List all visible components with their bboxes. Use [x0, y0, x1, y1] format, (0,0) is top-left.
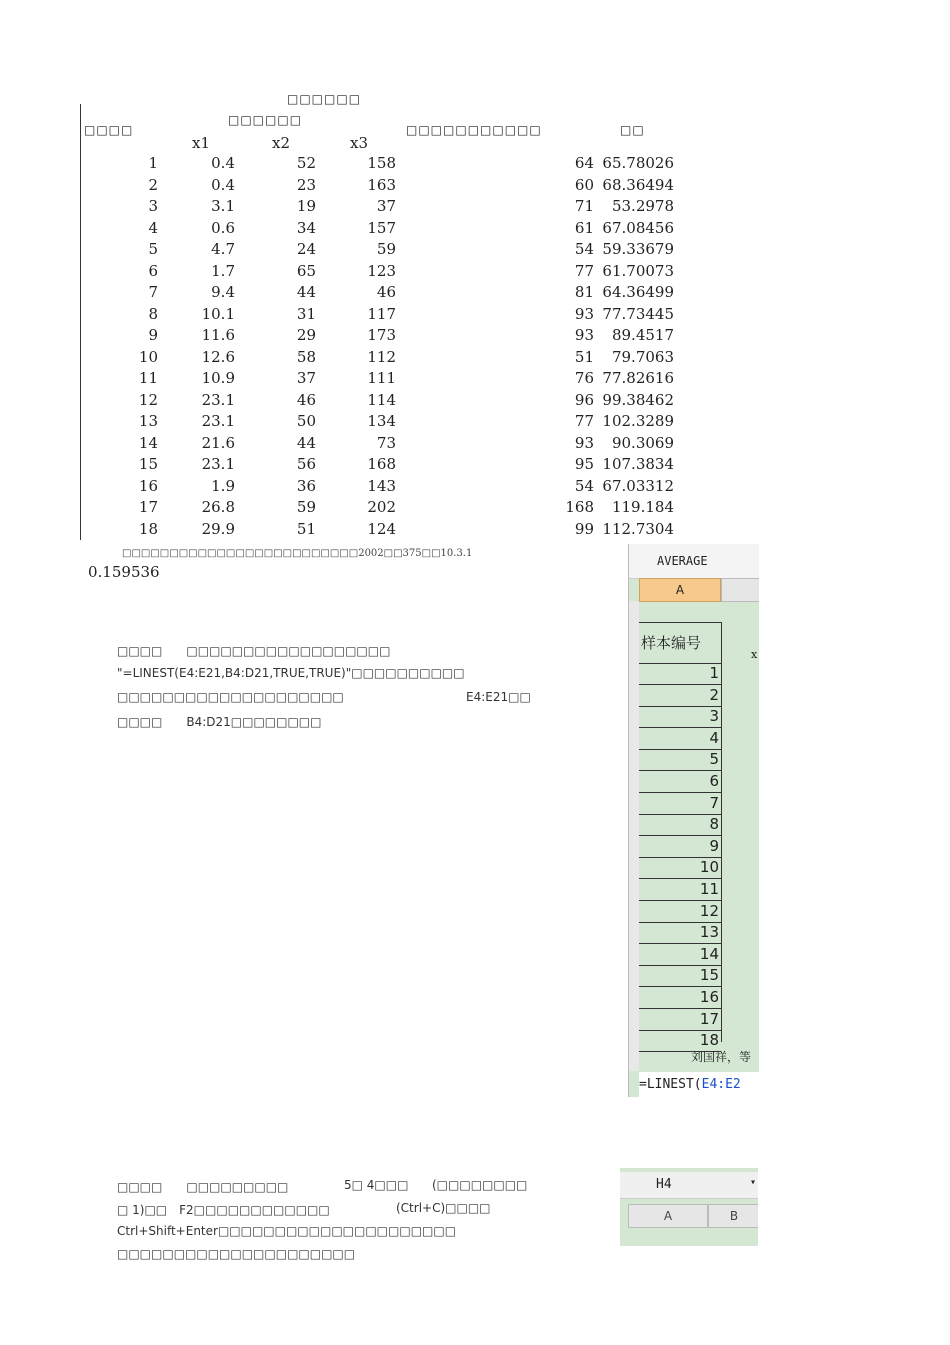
table-cell-x2: 44 — [296, 283, 316, 301]
column-header-a-2[interactable]: A — [628, 1204, 708, 1228]
excel-row-cell[interactable] — [639, 987, 721, 1009]
table-cell-n: 16 — [138, 476, 158, 495]
table-top-header: □□□□□□ — [287, 92, 362, 106]
table-cell-y: 61 — [574, 218, 594, 237]
row-header-strip — [629, 601, 639, 1071]
table-cell-fit: 67.08456 — [602, 218, 674, 237]
table-cell-y: 64 — [574, 154, 594, 172]
excel-row-cell[interactable] — [639, 793, 721, 815]
table-cell-n: 9 — [148, 326, 158, 344]
table-cell-x2: 65 — [296, 261, 316, 280]
table-cell-fit: 77.73445 — [602, 304, 674, 323]
table-cell-n: 8 — [148, 304, 158, 323]
excel-row-number: 3 — [709, 707, 719, 726]
excel-row-number: 9 — [709, 836, 719, 855]
table-cell-fit: 112.7304 — [602, 519, 674, 538]
table-left-border — [80, 104, 81, 540]
table-cell-x3: 143 — [367, 476, 396, 495]
excel-screenshot-2 — [620, 1168, 758, 1246]
table-cell-fit: 59.33679 — [602, 240, 674, 258]
table-cell-x3: 123 — [367, 261, 396, 280]
table-cell-x2: 52 — [296, 154, 316, 172]
table-cell-x3: 114 — [367, 390, 396, 409]
excel-row-number: 4 — [709, 728, 719, 747]
excel-row-number: 5 — [709, 750, 719, 769]
excel-row-number: 12 — [699, 901, 719, 920]
table-cell-n: 5 — [148, 240, 158, 258]
table-cell-x1: 11.6 — [201, 326, 235, 344]
table-cell-n: 11 — [138, 369, 158, 387]
table-cell-x1: 3.1 — [211, 197, 235, 215]
excel-row-cell[interactable] — [639, 944, 721, 966]
table-cell-n: 14 — [138, 433, 158, 452]
excel-row-cell[interactable] — [639, 771, 721, 793]
source-note: □□□□□□□□□□□□□□□□□□□□□□□□□2002□□375□□10.3.1 — [122, 548, 473, 559]
table-cell-y: 54 — [574, 240, 594, 258]
table-cell-x1: 0.6 — [211, 218, 235, 237]
table-second-header: □□□□□□ — [228, 113, 303, 127]
table-cell-x1: 0.4 — [211, 154, 235, 172]
table-cell-n: 17 — [138, 498, 158, 516]
table-cell-x3: 46 — [376, 283, 396, 301]
table-cell-x3: 117 — [367, 304, 396, 323]
para2-line1-b: 5□ 4□□□ — [344, 1178, 409, 1192]
note-cell[interactable]: 刘国祥，等 — [691, 1050, 752, 1064]
table-cell-x1: 23.1 — [201, 412, 235, 430]
table-cell-y: 93 — [574, 433, 594, 452]
excel-row-cell[interactable] — [639, 879, 721, 901]
excel-row-cell[interactable] — [639, 901, 721, 923]
table-cell-y: 81 — [574, 283, 594, 301]
excel-row-cell[interactable] — [639, 728, 721, 750]
table-cell-fit: 68.36494 — [602, 175, 674, 194]
para1-line4: □□□□ B4:D21□□□□□□□□ — [117, 715, 322, 729]
excel-row-number: 11 — [699, 880, 719, 898]
table-cell-x3: 163 — [367, 175, 396, 194]
header-cell[interactable]: 样本编号 — [639, 622, 721, 664]
name-box[interactable]: AVERAGE — [629, 544, 759, 579]
table-cell-y: 71 — [574, 197, 594, 215]
table-cell-y: 99 — [574, 519, 594, 538]
dropdown-icon[interactable]: ▾ — [749, 1177, 756, 1188]
table-cell-y: 93 — [574, 326, 594, 344]
excel-row-number: 7 — [709, 793, 719, 812]
formula-ref: E4:E2 — [701, 1077, 741, 1092]
table-cell-y: 51 — [574, 347, 594, 366]
table-cell-x3: 112 — [367, 347, 396, 366]
table-cell-x1: 29.9 — [201, 519, 235, 538]
para1-line2: "=LINEST(E4:E21,B4:D21,TRUE,TRUE)"□□□□□□□□□□ — [117, 666, 465, 680]
table-cell-x1: 21.6 — [201, 433, 235, 452]
x3-header: x3 — [350, 134, 369, 152]
excel-row-number: 10 — [699, 858, 719, 877]
excel-row-number: 13 — [699, 923, 719, 942]
table-cell-fit: 64.36499 — [602, 283, 674, 301]
excel-row-number: 18 — [699, 1031, 719, 1050]
table-cell-x1: 1.7 — [211, 261, 235, 280]
table-cell-fit: 90.3069 — [611, 433, 674, 452]
excel-row-cell[interactable] — [639, 1009, 721, 1031]
table-cell-x3: 157 — [367, 218, 396, 237]
table-cell-y: 93 — [574, 304, 594, 323]
table-cell-x3: 124 — [367, 519, 396, 538]
table-cell-x1: 12.6 — [201, 347, 235, 366]
para2-line2-b: (Ctrl+C)□□□□ — [396, 1201, 491, 1215]
table-cell-x2: 31 — [296, 304, 316, 323]
table-cell-fit: 67.03312 — [602, 476, 674, 495]
table-cell-x2: 44 — [296, 433, 316, 452]
table-cell-fit: 89.4517 — [611, 326, 674, 344]
extra-value: 0.159536 — [88, 563, 160, 581]
table-cell-y: 168 — [565, 498, 594, 516]
para2-line4: □□□□□□□□□□□□□□□□□□□□□ — [117, 1247, 356, 1261]
table-cell-x3: 173 — [367, 326, 396, 344]
table-cell-x1: 1.9 — [211, 476, 235, 495]
table-cell-x2: 36 — [296, 476, 316, 495]
table-cell-fit: 102.3289 — [602, 412, 674, 430]
table-cell-x2: 58 — [296, 347, 316, 366]
column-separator — [721, 622, 722, 1042]
table-cell-x3: 111 — [367, 369, 396, 387]
excel-row-cell[interactable] — [639, 663, 721, 685]
table-cell-x2: 51 — [296, 519, 316, 538]
name-box-2[interactable]: H4 ▾ — [620, 1172, 758, 1199]
y-header: □□□□□□□□□□□ — [406, 123, 542, 137]
fit-header: □□ — [620, 123, 645, 137]
formula-cell[interactable] — [639, 1072, 759, 1097]
table-cell-n: 7 — [148, 283, 158, 301]
excel-row-number: 8 — [709, 815, 719, 834]
table-cell-n: 4 — [148, 218, 158, 237]
table-cell-x1: 0.4 — [211, 175, 235, 194]
excel-row-number: 6 — [709, 772, 719, 790]
formula-text: =LINEST( — [639, 1077, 702, 1092]
table-cell-y: 95 — [574, 455, 594, 473]
table-cell-fit: 99.38462 — [602, 390, 674, 409]
table-cell-x2: 29 — [296, 326, 316, 344]
table-cell-x3: 158 — [367, 154, 396, 172]
table-cell-x2: 34 — [296, 218, 316, 237]
table-cell-x3: 59 — [376, 240, 396, 258]
table-cell-x2: 37 — [296, 369, 316, 387]
table-cell-fit: 61.70073 — [602, 261, 674, 280]
table-cell-n: 2 — [148, 175, 158, 194]
excel-row-number: 16 — [699, 988, 719, 1006]
table-cell-x1: 10.1 — [201, 304, 235, 323]
table-cell-n: 13 — [138, 412, 158, 430]
para1-line3-right: E4:E21□□ — [466, 690, 531, 704]
table-cell-n: 15 — [138, 455, 158, 473]
table-cell-x1: 4.7 — [211, 240, 235, 258]
table-cell-x3: 202 — [367, 498, 396, 516]
excel-row-cell[interactable] — [639, 857, 721, 879]
table-cell-y: 96 — [574, 390, 594, 409]
table-cell-x1: 26.8 — [201, 498, 235, 516]
table-cell-y: 54 — [574, 476, 594, 495]
header-next-cell: x — [751, 648, 758, 661]
para2-line3: Ctrl+Shift+Enter□□□□□□□□□□□□□□□□□□□□□ — [117, 1224, 457, 1238]
table-cell-y: 77 — [574, 412, 594, 430]
table-cell-fit: 107.3834 — [602, 455, 674, 473]
table-cell-n: 12 — [138, 390, 158, 409]
table-cell-x1: 23.1 — [201, 390, 235, 409]
table-cell-x3: 37 — [376, 197, 396, 215]
excel-row-cell[interactable] — [639, 836, 721, 858]
table-cell-fit: 77.82616 — [602, 369, 674, 387]
para1-line3: □□□□□□□□□□□□□□□□□□□□ — [117, 690, 344, 704]
column-header-b-2[interactable]: B — [708, 1204, 758, 1228]
x1-header: x1 — [192, 134, 211, 152]
excel-row-cell[interactable] — [639, 685, 721, 707]
table-cell-x2: 24 — [296, 240, 316, 258]
excel-row-number: 17 — [699, 1009, 719, 1028]
table-cell-n: 1 — [148, 154, 158, 172]
table-cell-n: 3 — [148, 197, 158, 215]
table-cell-x3: 168 — [367, 455, 396, 473]
para2-line1: □□□□ □□□□□□□□□ — [117, 1180, 289, 1194]
para2-line1-c: (□□□□□□□□ — [432, 1178, 528, 1192]
table-cell-x2: 23 — [296, 175, 316, 194]
table-cell-y: 77 — [574, 261, 594, 280]
column-header-b[interactable] — [721, 578, 759, 602]
excel-row-number: 1 — [709, 664, 719, 682]
table-cell-fit: 79.7063 — [611, 347, 674, 366]
excel-row-number: 14 — [699, 944, 719, 963]
excel-screenshot — [628, 544, 759, 1097]
table-cell-fit: 53.2978 — [611, 197, 674, 215]
table-cell-x1: 10.9 — [201, 369, 235, 387]
table-cell-fit: 65.78026 — [602, 154, 674, 172]
row-label-header: □□□□ — [84, 123, 134, 137]
para1-line1: □□□□ □□□□□□□□□□□□□□□□□□ — [117, 644, 391, 658]
table-cell-x2: 46 — [296, 390, 316, 409]
table-cell-x2: 56 — [296, 455, 316, 473]
x2-header: x2 — [272, 134, 291, 152]
table-cell-x2: 59 — [296, 498, 316, 516]
excel-row-cell[interactable] — [639, 706, 721, 728]
excel-row-cell[interactable] — [639, 965, 721, 987]
excel-row-number: 15 — [699, 966, 719, 985]
excel-row-cell[interactable] — [639, 814, 721, 836]
table-cell-n: 6 — [148, 261, 158, 280]
table-cell-n: 10 — [138, 347, 158, 366]
table-cell-x3: 73 — [376, 433, 396, 452]
table-cell-fit: 119.184 — [611, 498, 674, 516]
table-cell-x1: 9.4 — [211, 283, 235, 301]
table-cell-x2: 50 — [296, 412, 316, 430]
excel-row-cell[interactable] — [639, 922, 721, 944]
excel-row-number: 2 — [709, 685, 719, 704]
table-cell-y: 60 — [574, 175, 594, 194]
para2-line2: □ 1)□□ F2□□□□□□□□□□□□ — [117, 1203, 330, 1217]
excel-row-cell[interactable] — [639, 749, 721, 771]
table-cell-y: 76 — [574, 369, 594, 387]
table-cell-x1: 23.1 — [201, 455, 235, 473]
table-cell-x2: 19 — [296, 197, 316, 215]
table-cell-n: 18 — [138, 519, 158, 538]
table-cell-x3: 134 — [367, 412, 396, 430]
column-header-a[interactable]: A — [639, 578, 721, 602]
